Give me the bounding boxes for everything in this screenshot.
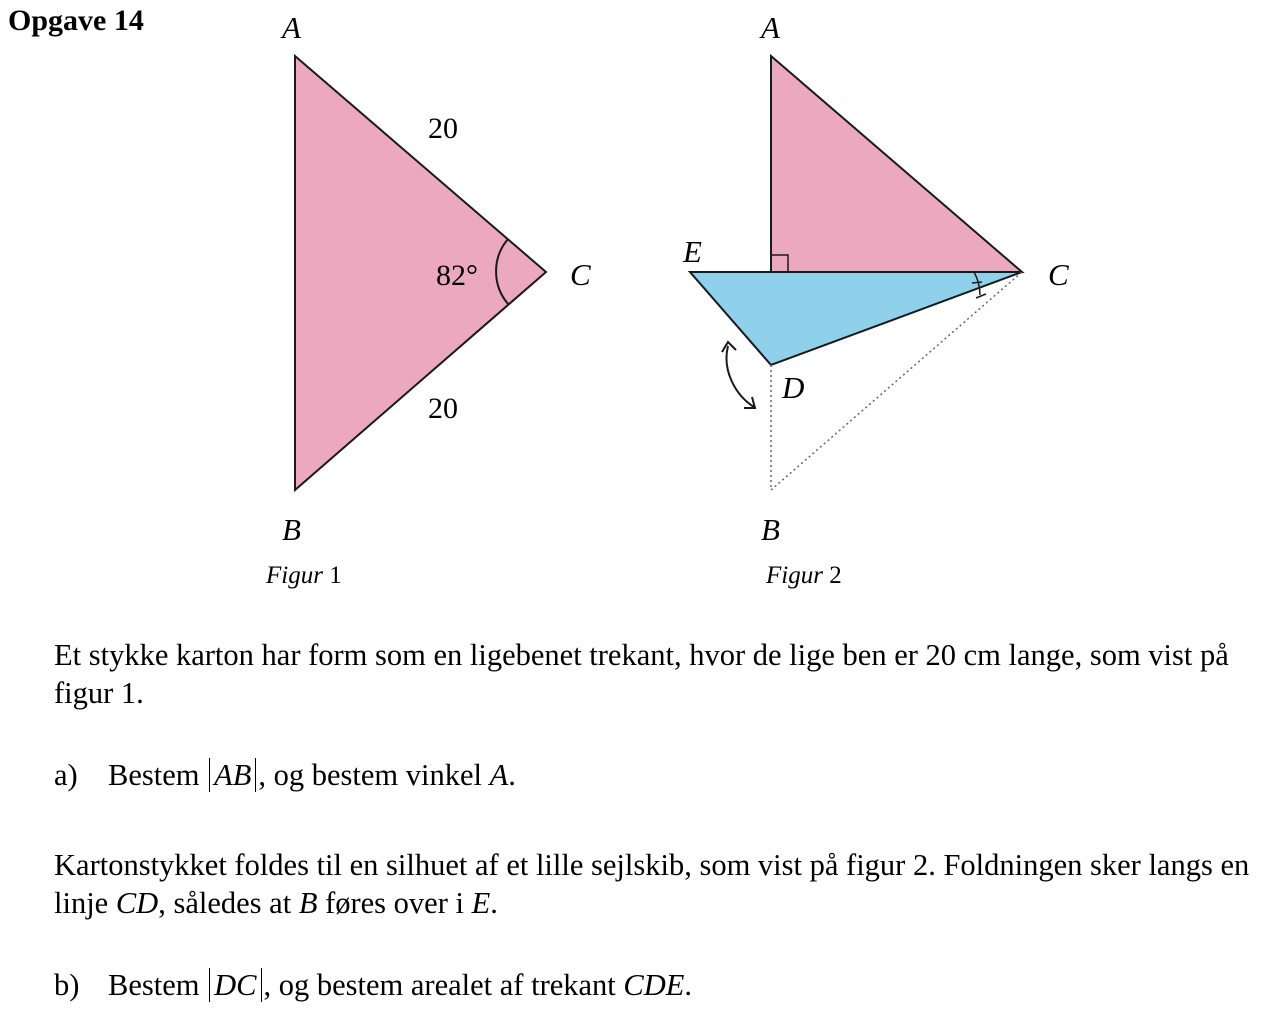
fig1-label-b: B [282, 512, 301, 547]
fig1-label-a: A [282, 10, 301, 45]
fold-text-1: Kartonstykket foldes til en silhuet af et lille sejlskib, som vist på figur 2. Foldningen sker langs en linje [54, 848, 1250, 920]
abs-dc: DC [209, 968, 261, 1002]
triangle-aec-sail [771, 56, 1022, 272]
intro-paragraph: Et stykke karton har form som en ligebenet trekant, hvor de lige ben er 20 cm lange, som vist på figur 1. [54, 638, 1229, 710]
fig2-caption-num: 2 [829, 562, 842, 589]
fig2-caption [765, 562, 842, 589]
fold-text-3: føres over i [325, 886, 464, 920]
fig2-label-a: A [761, 10, 780, 45]
question-a-letter: a) [54, 758, 78, 792]
question-b-end: . [684, 968, 693, 1002]
abs-ab: AB [209, 758, 256, 792]
fig1-caption [265, 562, 342, 589]
fig1-caption-num: 1 [329, 562, 342, 589]
tick-mark-1 [972, 282, 982, 283]
fig1-caption-word: Figur [266, 562, 323, 589]
fig1-angle-label: 82° [436, 259, 478, 292]
fold-arrow [727, 346, 754, 407]
fig2-label-b: B [761, 512, 780, 547]
var-b: B [298, 886, 318, 920]
problem-title: Opgave 14 [8, 4, 144, 37]
fold-arrow-head-top [722, 342, 736, 352]
question-a-mid: , og bestem vinkel [258, 758, 483, 792]
fig2-label-c: C [1048, 257, 1069, 292]
fold-paragraph [54, 846, 1274, 922]
question-b-pre: Bestem [108, 968, 200, 1002]
var-e: E [471, 886, 491, 920]
fig1-side-ac: 20 [428, 112, 458, 145]
question-b-letter: b) [54, 968, 80, 1002]
triangle-abc [295, 56, 546, 490]
triangle-cde-folded [690, 272, 1022, 365]
question-a [54, 758, 516, 793]
figure-1 [265, 10, 591, 589]
var-cd: CD [115, 886, 159, 920]
question-b-mid: , og bestem arealet af trekant [263, 968, 616, 1002]
fig1-label-c: C [570, 257, 591, 292]
fold-text-4: . [490, 886, 498, 920]
fig2-label-e: E [683, 234, 702, 269]
figure-2 [682, 10, 1069, 589]
var-a: A [489, 758, 509, 792]
question-a-pre: Bestem [108, 758, 200, 792]
var-cde: CDE [623, 968, 685, 1002]
fig2-label-d: D [782, 370, 805, 405]
question-a-end: . [508, 758, 516, 792]
fig2-caption-word: Figur [766, 562, 823, 589]
fold-text-2: , således at [158, 886, 292, 920]
tick-mark-2 [976, 294, 986, 298]
question-b [54, 968, 692, 1003]
fig1-side-bc: 20 [428, 392, 458, 425]
